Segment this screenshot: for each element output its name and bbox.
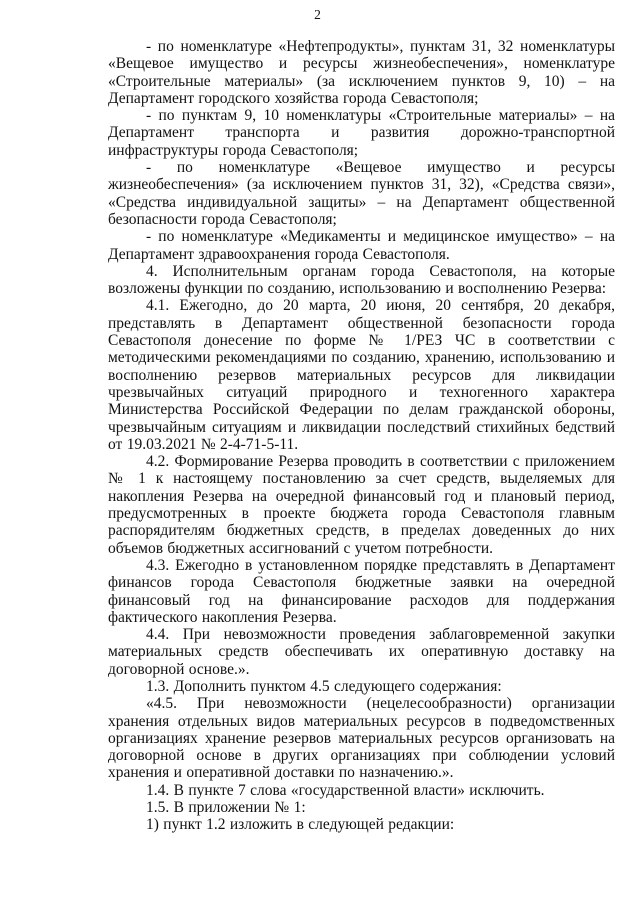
paragraph-4-2: 4.2. Формирование Резерва проводить в соответствии с приложением № 1 к настоящему постановлению за счет средств, выделяемых для накопления Резерва на очередной финансовый год и плановый период, предусмотренных в проекте бюджета города Севастополя главным распорядителям бюджетных средств, в пределах доведенных до них объемов бюджетных ассигнований с учетом потребности. <box>108 453 615 557</box>
paragraph-section-4: 4. Исполнительным органам города Севастополя, на которые возложены функции по созданию, использованию и восполнению Резерва: <box>108 262 615 298</box>
paragraph-fuel-nomenclature: - по номенклатуре «Нефтепродукты», пунктам 31, 32 номенклатуры «Вещевое имущество и ресурсы жизнеобеспечения», номенклатуре «Строительные материалы» (за исключением пунктов 9, 10) – на Департамент городского хозяйства города Севастополя; <box>108 38 615 107</box>
page-number: 2 <box>314 7 321 22</box>
paragraph-4-1: 4.1. Ежегодно, до 20 марта, 20 июня, 20 сентября, 20 декабря, представлять в Департамент общественной безопасности города Севастополя донесение по форме № 1/РЕЗ ЧС в соответствии с методическими рекомендациями по созданию, хранению, использованию и восполнению резервов материальных ресурсов для ликвидации чрезвычайных ситуаций природного и техногенного характера Министерства Российской Федерации по делам гражданской обороны, чрезвычайным ситуациям и ликвидации последствий стихийных бедствий от 19.03.2021 № 2-4-71-5-11. <box>108 297 615 453</box>
paragraph-1-4: 1.4. В пункте 7 слова «государственной власти» исключить. <box>146 781 545 799</box>
paragraph-4-3: 4.3. Ежегодно в установленном порядке представлять в Департамент финансов города Севастополя бюджетные заявки на очередной финансовый год на финансирование расходов для поддержания фактического накопления Резерва. <box>108 556 615 626</box>
paragraph-4-4: 4.4. При невозможности проведения заблаговременной закупки материальных средств обеспечивать их оперативную доставку на договорной основе.». <box>108 626 615 678</box>
paragraph-medicine-nomenclature: - по номенклатуре «Медикаменты и медицинское имущество» – на Департамент здравоохранения города Севастополя. <box>108 228 615 263</box>
paragraph-construction-materials: - по пунктам 9, 10 номенклатуры «Строительные материалы» – на Департамент транспорта и развития дорожно-транспортной инфраструктуры города Севастополя; <box>108 107 615 159</box>
paragraph-clothing-nomenclature: - по номенклатуре «Вещевое имущество и ресурсы жизнеобеспечения» (за исключением пунктов 31, 32), «Средства связи», «Средства индивидуальной защиты» – на Департамент общественной безопасности города Севастополя; <box>108 159 615 228</box>
paragraph-item-1: 1) пункт 1.2 изложить в следующей редакции: <box>146 816 455 834</box>
paragraph-1-5: 1.5. В приложении № 1: <box>146 799 306 817</box>
paragraph-1-3: 1.3. Дополнить пунктом 4.5 следующего содержания: <box>146 677 502 695</box>
paragraph-4-5-quote: «4.5. При невозможности (нецелесообразности) организации хранения отдельных видов материальных ресурсов в подведомственных организациях хранение резервов материальных ресурсов организовать на договорной основе в других организациях при соблюдении условий хранения и оперативной доставки по назначению.». <box>108 695 615 782</box>
